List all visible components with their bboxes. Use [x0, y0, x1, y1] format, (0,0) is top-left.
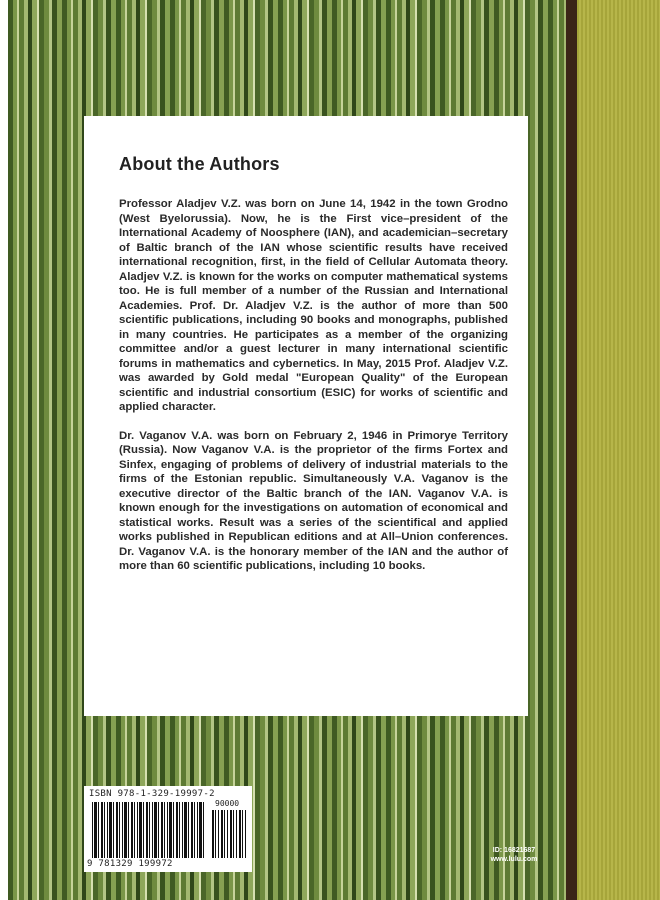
addon-barcode-bars — [212, 810, 246, 858]
barcode-bars — [92, 802, 204, 858]
publisher-url: www.lulu.com — [490, 856, 538, 863]
author-bio-aladjev: Professor Aladjev V.Z. was born on June 14, 1942 in the town Grodno (West Byelorussia). Now, he is the First vice–president of the International Academy of Noosphere (IAN), and academician–secretary of Baltic branch of the IAN whose scientific results have received international recognition, first, in the field of Cellular Automata theory. Aladjev V.Z. is known for the works on computer mathematical systems too. He is full member of a number of the Russian and International Academies. Prof. Dr. Aladjev V.Z. is the author of more than 500 scientific publications, including 90 books and monographs, published in many countries. He participates as a member of the organizing committee and/or a guest lecturer in many international scientific forums in mathematics and cybernetics. In May, 2015 Prof. Aladjev V.Z. was awarded by Gold medal "European Quality" of the European scientific and industrial consortium (ESIC) for works of scientific and applied character. — [119, 198, 508, 413]
page-edge — [0, 0, 8, 900]
isbn-label: ISBN 978-1-329-19997-2 — [89, 789, 215, 799]
publisher-id-number: ID: 16821687 — [492, 847, 536, 854]
author-bio-vaganov: Dr. Vaganov V.A. was born on February 2, 1946 in Primorye Territory (Russia). Now Vaganov V.A. is the proprietor of the firms Fortex and Sinfex, engaging of problems of delivery of industrial materials to the firms of the Estonian republic. Simultaneously V.A. Vaganov is the executive director of the Baltic branch of the IAN. Vaganov V.A. is known enough for the investigations on automation of economical and statistical works. Result was a series of the scientifical and applied works published in Republican editions and at All–Union conferences. Dr. Vaganov V.A. is the honorary member of the IAN and the author of more than 60 scientific publications, including 10 books. — [119, 429, 508, 572]
about-authors-panel — [84, 116, 528, 716]
ean-digits: 9 781329 199972 — [87, 859, 173, 869]
publisher-info — [474, 846, 554, 864]
section-heading: About the Authors — [119, 154, 280, 174]
price-addon-label: 90000 — [215, 799, 240, 808]
spine-divider — [566, 0, 577, 900]
spine-olive-strip — [577, 0, 660, 900]
isbn-barcode — [84, 786, 252, 872]
